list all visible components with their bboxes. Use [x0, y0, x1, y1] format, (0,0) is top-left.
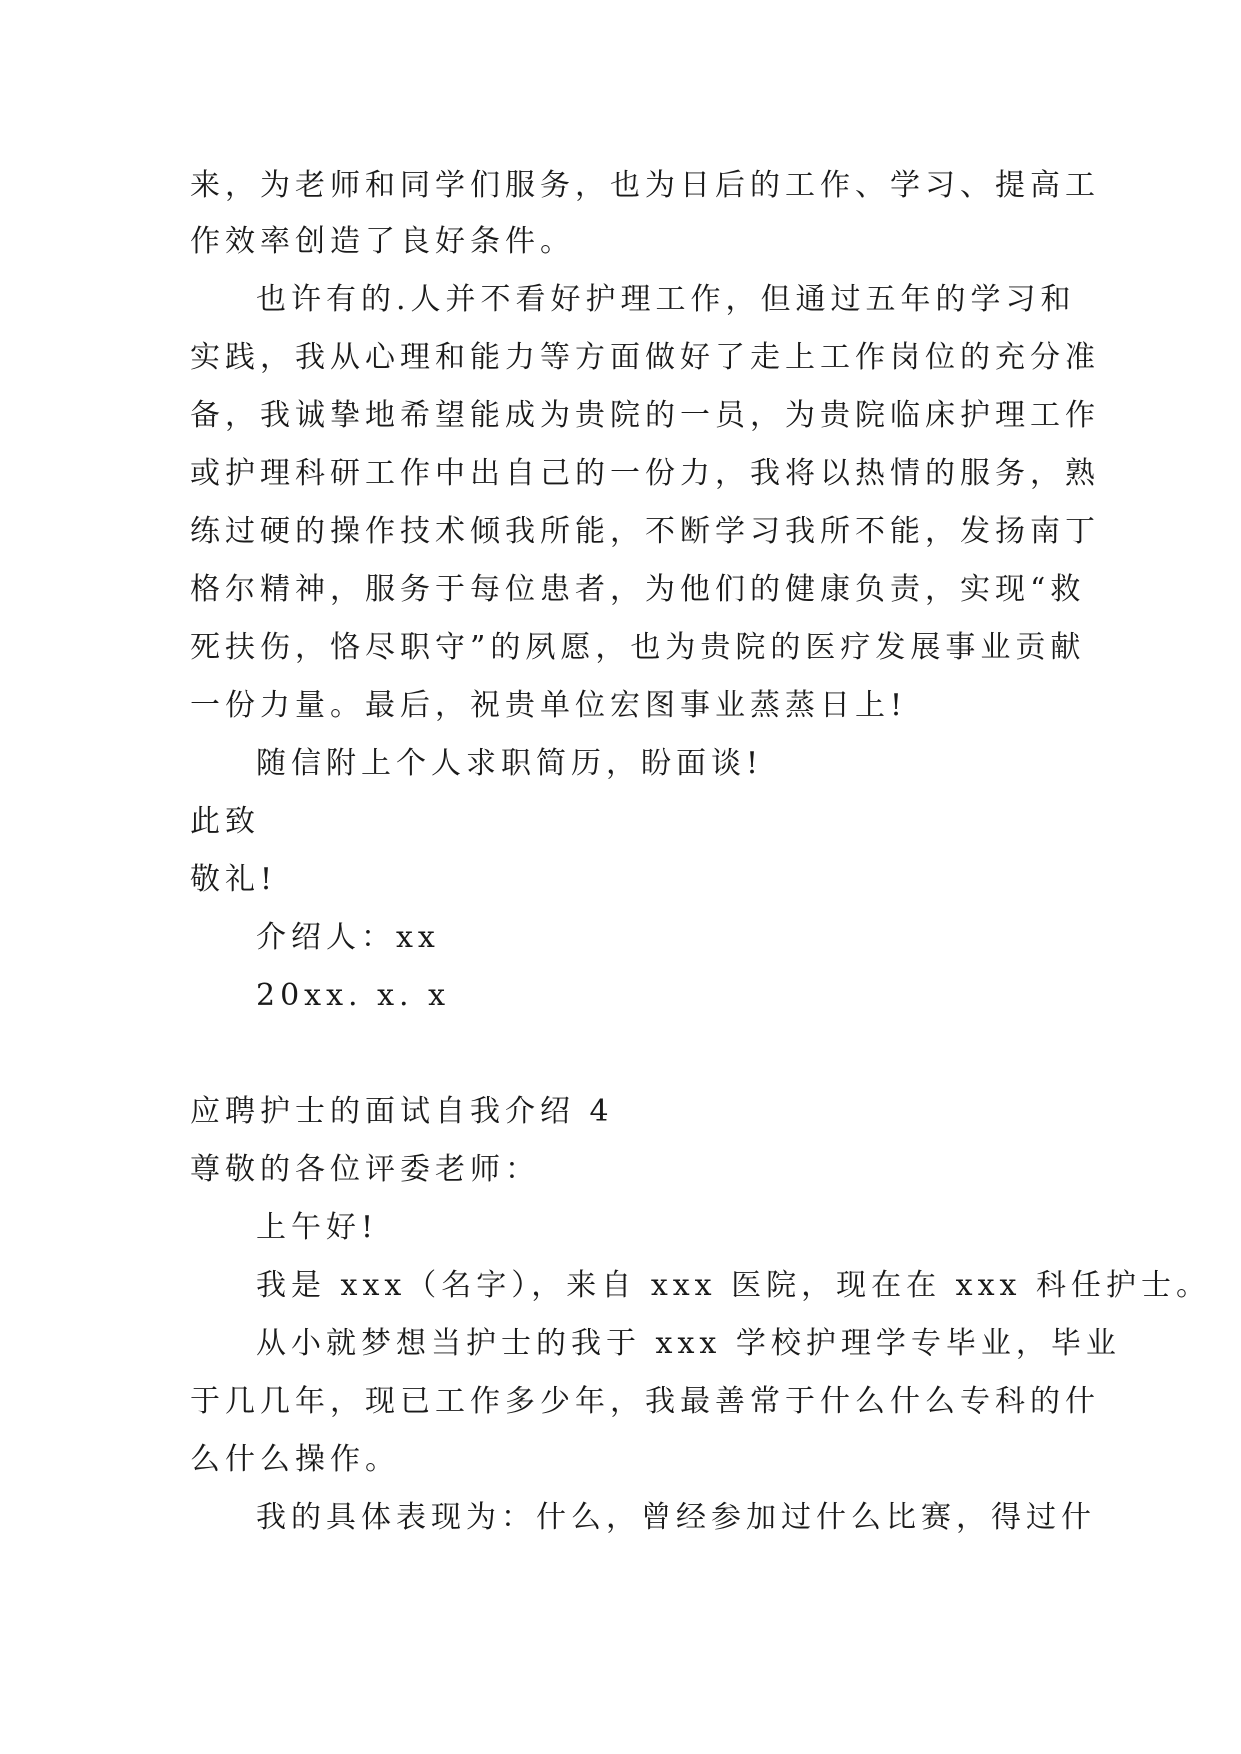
text-line: 于几几年，现已工作多少年，我最善常于什么什么专科的什: [190, 1384, 1100, 1419]
text-line: 么什么操作。: [190, 1442, 400, 1477]
text-line: 死扶伤，恪尽职守”的夙愿，也为贵院的医疗发展事业贡献: [190, 630, 1086, 665]
text-line: 我是 xxx（名字），来自 xxx 医院，现在在 xxx 科任护士。: [256, 1268, 1211, 1303]
section-heading: 应聘护士的面试自我介绍 4: [190, 1094, 614, 1129]
text-line: 作效率创造了良好条件。: [190, 224, 575, 259]
text-line: 我的具体表现为：什么，曾经参加过什么比赛，得过什: [256, 1500, 1096, 1535]
text-line: 也许有的.人并不看好护理工作，但通过五年的学习和: [256, 282, 1076, 317]
text-line: 或护理科研工作中出自己的一份力，我将以热情的服务，熟: [190, 456, 1100, 491]
salutation-line: 尊敬的各位评委老师：: [190, 1152, 540, 1187]
text-line: 随信附上个人求职简历，盼面谈!: [256, 746, 764, 781]
date-line: 20xx. x. x: [256, 978, 450, 1013]
text-line: 练过硬的操作技术倾我所能，不断学习我所不能，发扬南丁: [190, 514, 1100, 549]
text-line: 从小就梦想当护士的我于 xxx 学校护理学专毕业，毕业: [256, 1326, 1121, 1361]
text-line: 备，我诚挚地希望能成为贵院的一员，为贵院临床护理工作: [190, 398, 1100, 433]
text-line: 实践，我从心理和能力等方面做好了走上工作岗位的充分准: [190, 340, 1100, 375]
closing-line: 敬礼!: [190, 862, 278, 897]
text-line: 一份力量。最后，祝贵单位宏图事业蒸蒸日上!: [190, 688, 908, 723]
signature-line: 介绍人：xx: [256, 920, 440, 955]
closing-line: 此致: [190, 804, 260, 839]
text-line: 格尔精神，服务于每位患者，为他们的健康负责，实现“救: [190, 572, 1086, 607]
text-line: 上午好!: [256, 1210, 379, 1245]
text-line: 来，为老师和同学们服务，也为日后的工作、学习、提高工: [190, 168, 1100, 203]
